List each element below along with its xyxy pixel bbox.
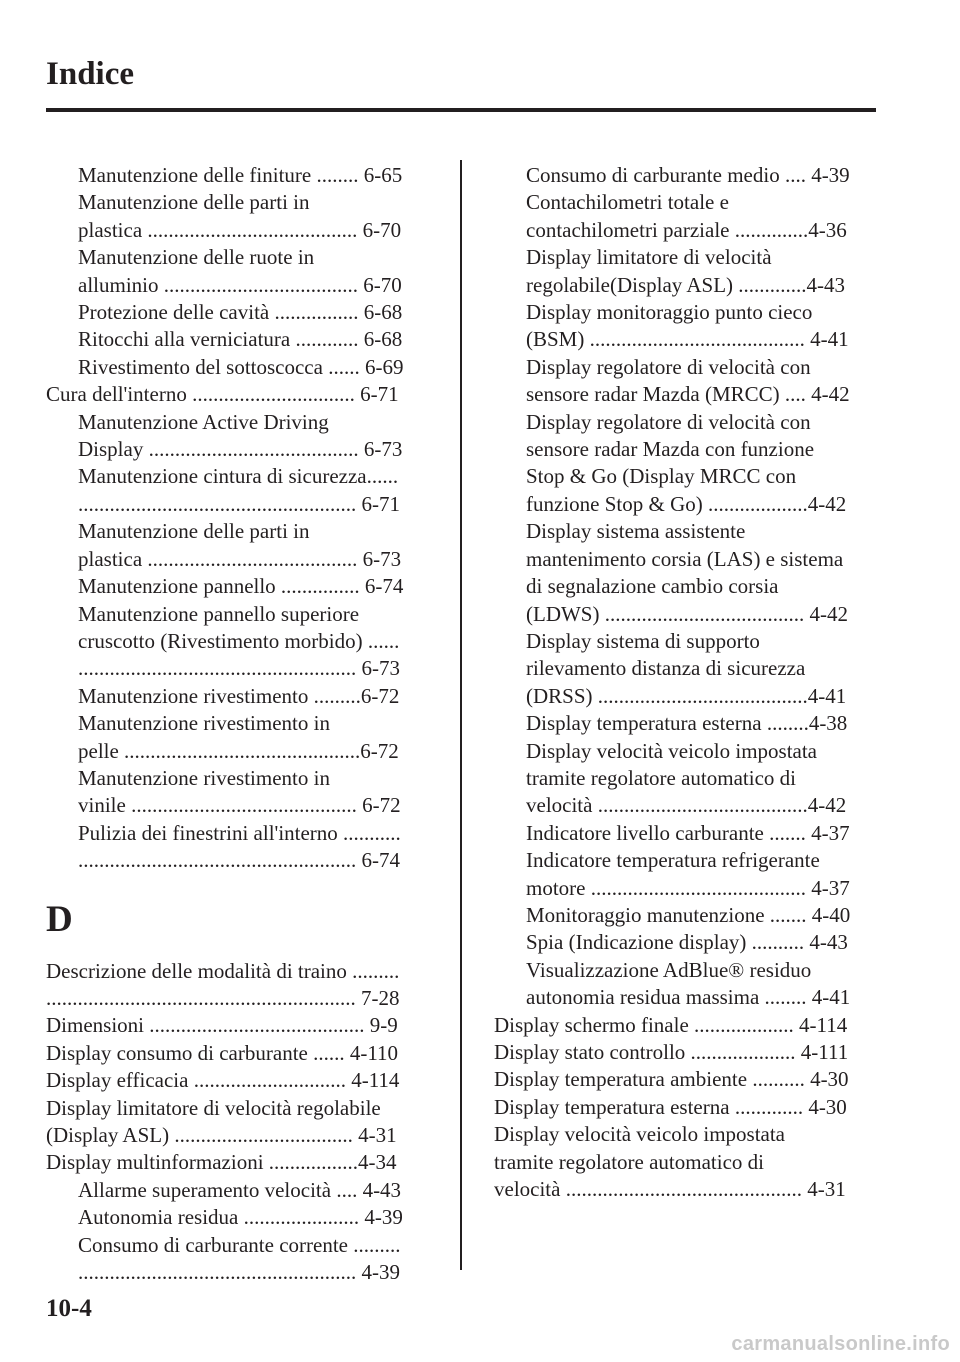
index-subentry: mantenimento corsia (LAS) e sistema — [526, 546, 844, 571]
index-subentry: Display limitatore di velocità — [526, 245, 772, 270]
index-subentry: plastica ........................................ 6-70 — [78, 217, 402, 242]
index-subentry: Manutenzione pannello superiore — [78, 601, 360, 626]
index-subentry: Display monitoraggio punto cieco — [526, 300, 813, 325]
index-subentry: Manutenzione delle parti in — [78, 519, 310, 544]
index-subentry: Spia (Indicazione display) .......... 4-43 — [526, 930, 848, 955]
index-subentry: autonomia residua massima ........ 4-41 — [526, 985, 851, 1010]
column-divider — [460, 160, 462, 1270]
index-entry: Display multinformazioni .................4-34 — [46, 1150, 397, 1175]
index-subentry: di segnalazione cambio corsia — [526, 574, 779, 599]
index-subentry: regolabile(Display ASL) .............4-43 — [526, 272, 846, 297]
index-subentry: Manutenzione delle finiture ........ 6-65 — [78, 163, 403, 187]
index-subentry: alluminio ..................................... 6-70 — [78, 272, 402, 297]
index-subentry: Monitoraggio manutenzione ....... 4-40 — [526, 902, 851, 927]
index-subentry: Display sistema assistente — [526, 519, 746, 544]
index-subentry: Indicatore livello carburante ....... 4-37 — [526, 820, 850, 845]
index-subentry: Display velocità veicolo impostata — [526, 738, 818, 763]
index-subentry: ..................................................... 6-74 — [78, 848, 400, 873]
index-subentry: sensore radar Mazda con funzione — [526, 437, 815, 462]
index-subentry: Manutenzione Active Driving — [78, 409, 329, 434]
page-number: 10-4 — [46, 1295, 92, 1322]
index-subentry: Manutenzione rivestimento .........6-72 — [78, 683, 400, 708]
index-entry: tramite regolatore automatico di — [494, 1149, 764, 1174]
section-letter: D — [46, 898, 73, 940]
index-subentry: plastica ........................................ 6-73 — [78, 546, 402, 571]
index-subentry: Manutenzione delle parti in — [78, 190, 310, 215]
index-subentry: Display temperatura esterna ........4-38 — [526, 711, 848, 736]
index-entries-d — [46, 958, 429, 1287]
watermark: carmanualsonline.info — [731, 1333, 950, 1355]
index-subentry: Pulizia dei finestrini all'interno ........... — [78, 820, 401, 845]
index-subentry: Manutenzione delle ruote in — [78, 245, 315, 270]
index-entry: Display limitatore di velocità regolabile — [46, 1095, 381, 1120]
index-entry: Dimensioni ......................................... 9-9 — [46, 1013, 398, 1038]
index-subentry: Display sistema di supporto — [526, 628, 760, 653]
index-subentry: Manutenzione rivestimento in — [78, 711, 330, 736]
index-entry: ........................................................... 7-28 — [46, 985, 400, 1010]
header-rule — [46, 108, 876, 112]
index-subentry: (BSM) ......................................... 4-41 — [526, 327, 849, 352]
index-subentry: Protezione delle cavità ................ 6-68 — [78, 300, 403, 325]
index-subentry: Contachilometri totale e — [526, 190, 729, 215]
index-subentry: Display ........................................ 6-73 — [78, 437, 403, 462]
page-title: Indice — [46, 56, 135, 92]
index-subentry: ..................................................... 4-39 — [78, 1260, 400, 1285]
index-subentry: Manutenzione cintura di sicurezza...... — [78, 464, 399, 489]
index-entry: Display temperatura esterna ............. 4-30 — [494, 1094, 847, 1119]
index-subentry: Consumo di carburante medio .... 4-39 — [526, 163, 850, 187]
index-entry: Cura dell'interno ............................... 6-71 — [46, 382, 399, 407]
index-subentry: motore ......................................... 4-37 — [526, 875, 850, 900]
index-entry: Descrizione delle modalità di traino ......... — [46, 958, 400, 983]
index-subentry: Rivestimento del sottoscocca ...... 6-69 — [78, 354, 404, 379]
index-subentry: Display regolatore di velocità con — [526, 409, 811, 434]
index-entry: Display efficacia ............................. 4-114 — [46, 1068, 400, 1093]
index-subentry: tramite regolatore automatico di — [526, 765, 796, 790]
index-subentry: Indicatore temperatura refrigerante — [526, 848, 820, 873]
index-subentry: Stop & Go (Display MRCC con — [526, 464, 797, 489]
index-subentry: (LDWS) ...................................... 4-42 — [526, 601, 848, 626]
index-subentry: sensore radar Mazda (MRCC) .... 4-42 — [526, 382, 850, 407]
index-subentry: Manutenzione pannello ............... 6-74 — [78, 574, 404, 599]
index-column-right — [494, 162, 877, 1203]
index-column-left — [46, 162, 429, 1286]
index-entries-right — [494, 162, 877, 1203]
index-subentry: funzione Stop & Go) ...................4-42 — [526, 491, 847, 516]
index-subentry: pelle .............................................6-72 — [78, 738, 399, 763]
index-subentry: Manutenzione rivestimento in — [78, 765, 330, 790]
index-entry: Display velocità veicolo impostata — [494, 1122, 786, 1147]
index-subentry: cruscotto (Rivestimento morbido) ...... — [78, 628, 400, 653]
index-subentry: ..................................................... 6-71 — [78, 491, 400, 516]
index-subentry: Allarme superamento velocità .... 4-43 — [78, 1177, 402, 1202]
index-subentry: contachilometri parziale ..............4-36 — [526, 217, 847, 242]
index-subentry: Autonomia residua ...................... 4-39 — [78, 1205, 403, 1230]
index-entry: (Display ASL) .................................. 4-31 — [46, 1123, 397, 1147]
index-entry: Display stato controllo .................... 4-111 — [494, 1040, 849, 1064]
index-subentry: rilevamento distanza di sicurezza — [526, 656, 806, 681]
index-entry: Display temperatura ambiente .......... 4-30 — [494, 1067, 849, 1092]
index-subentry: ..................................................... 6-73 — [78, 656, 400, 681]
index-subentry: Display regolatore di velocità con — [526, 354, 811, 379]
index-subentry: Visualizzazione AdBlue® residuo — [526, 957, 812, 982]
index-subentry: (DRSS) ........................................4-41 — [526, 683, 847, 708]
index-subentry: vinile ........................................... 6-72 — [78, 793, 401, 818]
index-subentry: velocità ........................................4-42 — [526, 793, 847, 818]
index-entry: Display consumo di carburante ...... 4-110 — [46, 1040, 399, 1065]
index-entry: velocità ............................................. 4-31 — [494, 1177, 846, 1202]
index-subentry: Consumo di carburante corrente ......... — [78, 1232, 401, 1257]
index-entry: Display schermo finale ................... 4-114 — [494, 1012, 848, 1037]
index-entries-c — [46, 162, 429, 875]
index-subentry: Ritocchi alla verniciatura ............ 6-68 — [78, 327, 403, 352]
